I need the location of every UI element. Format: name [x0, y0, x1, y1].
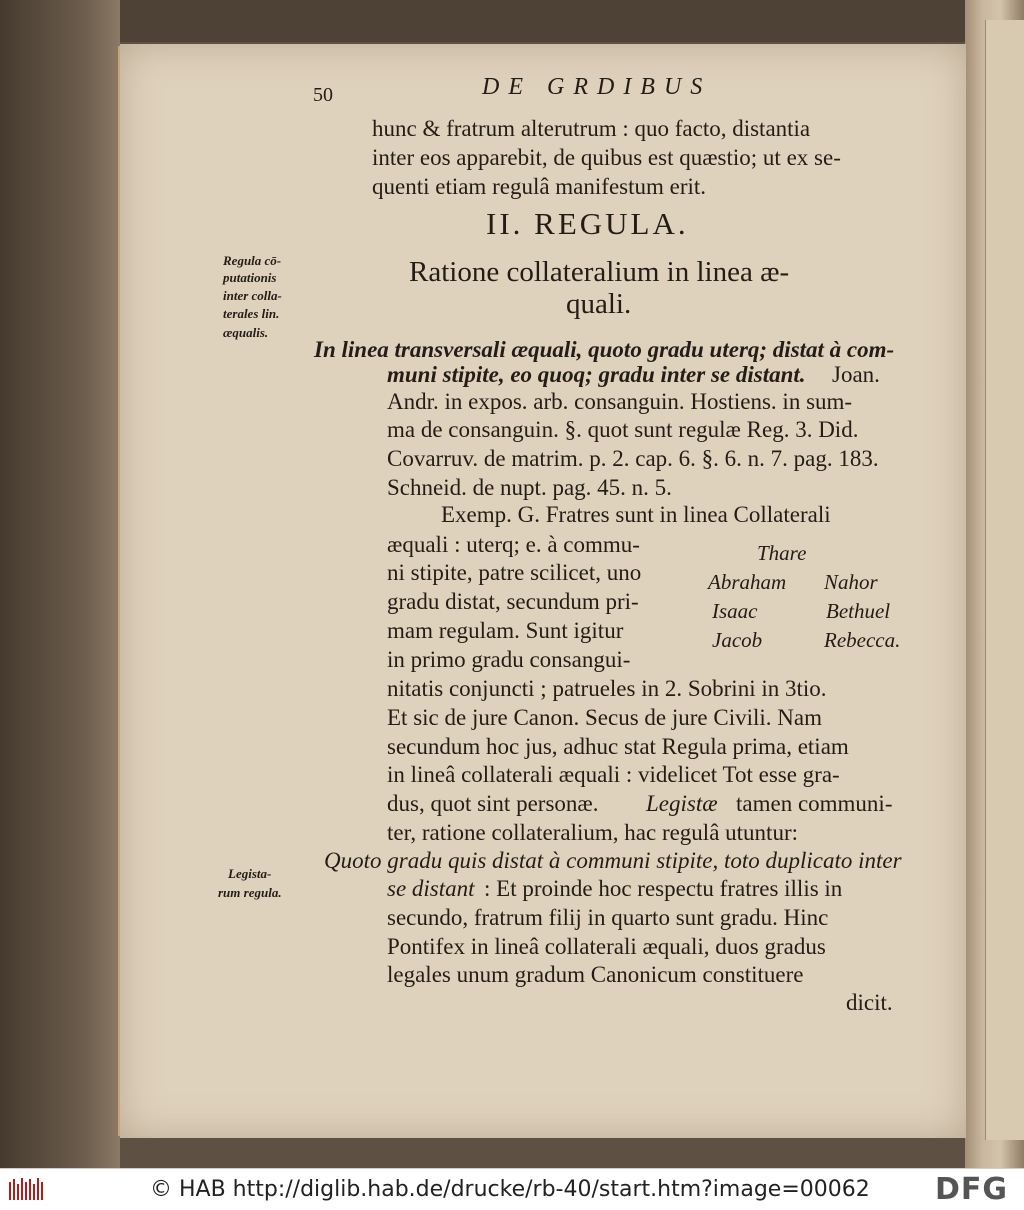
rule-italic-line: Quoto gradu quis distat à communi stipite, toto duplicato inter — [324, 848, 902, 873]
genealogy-name: Bethuel — [826, 599, 891, 623]
example-line: æquali : uterq; e. à commu- — [387, 532, 640, 557]
citation-line: Schneid. de nupt. pag. 45. n. 5. — [387, 475, 672, 500]
genealogy-name: Jacob — [712, 628, 763, 652]
genealogy-name: Abraham — [708, 570, 787, 594]
genealogy-name: Nahor — [824, 570, 878, 594]
text-line-tail: : Et proinde hoc respectu fratres illis in — [484, 876, 843, 901]
example-line: ni stipite, patre scilicet, uno — [387, 560, 642, 585]
genealogy-name: Rebecca. — [824, 628, 901, 652]
example-line: gradu distat, secundum pri- — [387, 589, 639, 614]
hab-logo-icon — [8, 1176, 46, 1202]
text-line: in lineâ collaterali æquali : videlicet Tot esse gra- — [387, 762, 840, 787]
citation-line: ma de consanguin. §. quot sunt regulæ Reg. 3. Did. — [387, 417, 859, 442]
example-line: in primo gradu consangui- — [387, 647, 631, 672]
example-line: mam regulam. Sunt igitur — [387, 618, 624, 643]
viewer-footer — [0, 1168, 1024, 1210]
text-line: Et sic de jure Canon. Secus de jure Civili. Nam — [387, 705, 822, 730]
text-line: secundum hoc jus, adhuc stat Regula prima, etiam — [387, 734, 849, 759]
catchword: dicit. — [846, 990, 893, 1015]
text-line: ter, ratione collateralium, hac regulâ utuntur: — [387, 820, 798, 845]
margin-note-line: rum regula. — [218, 885, 282, 900]
margin-note-line: Regula cō- — [223, 253, 282, 268]
text-line: quenti etiam regulâ manifestum erit. — [372, 174, 707, 199]
text-line: Pontifex in lineâ collaterali æquali, duos gradus — [387, 934, 826, 959]
subheading-line: quali. — [566, 288, 632, 320]
text-line: legales unum gradum Canonicum constituere — [387, 962, 804, 987]
subheading-line: Ratione collateralium in linea æ- — [409, 256, 790, 288]
scan-background-top — [0, 0, 1024, 42]
margin-note-line: Legista- — [228, 866, 272, 881]
page-number: 50 — [313, 84, 333, 106]
scan-background-left — [0, 0, 120, 1168]
legistae-word: Legistæ — [646, 791, 718, 816]
text-line: inter eos apparebit, de quibus est quæstio; ut ex se- — [372, 145, 841, 170]
citation-line: Covarruv. de matrim. p. 2. cap. 6. §. 6. n. 7. pag. 183. — [387, 446, 879, 471]
margin-note-line: æqualis. — [223, 325, 269, 340]
margin-note-line: putationis — [223, 270, 277, 285]
rule-italic-line: In linea transversali æquali, quoto gradu uterq; distat à com- — [314, 337, 895, 362]
citation-start: Joan. — [832, 362, 880, 387]
text-line: hunc & fratrum alterutrum : quo facto, distantia — [372, 116, 811, 141]
section-heading: II. REGULA. — [486, 206, 689, 241]
genealogy-name: Isaac — [712, 599, 758, 623]
text-line: secundo, fratrum filij in quarto sunt gradu. Hinc — [387, 905, 829, 930]
citation-line: Andr. in expos. arb. consanguin. Hostiens. in sum- — [387, 389, 853, 414]
rule-italic-line: muni stipite, eo quoq; gradu inter se distant. — [387, 362, 806, 387]
text-line: dus, quot sint personæ. — [387, 791, 599, 816]
genealogy-root: Thare — [757, 541, 807, 565]
text-line: nitatis conjuncti ; patrueles in 2. Sobrini in 3tio. — [387, 676, 827, 701]
margin-note-line: terales lin. — [223, 306, 280, 321]
dfg-logo: DFG — [935, 1172, 1009, 1207]
copyright-url[interactable]: © HAB http://diglib.hab.de/drucke/rb-40/start.htm?image=00062 — [150, 1177, 870, 1202]
text-line-tail: tamen communi- — [736, 791, 893, 816]
running-title: DE GRDIBUS — [482, 74, 712, 100]
adjacent-page-edge — [985, 20, 1024, 1140]
example-line: Exemp. G. Fratres sunt in linea Collaterali — [441, 502, 831, 527]
rule-italic-line: se distant — [387, 876, 475, 901]
margin-note-line: inter colla- — [223, 288, 282, 303]
